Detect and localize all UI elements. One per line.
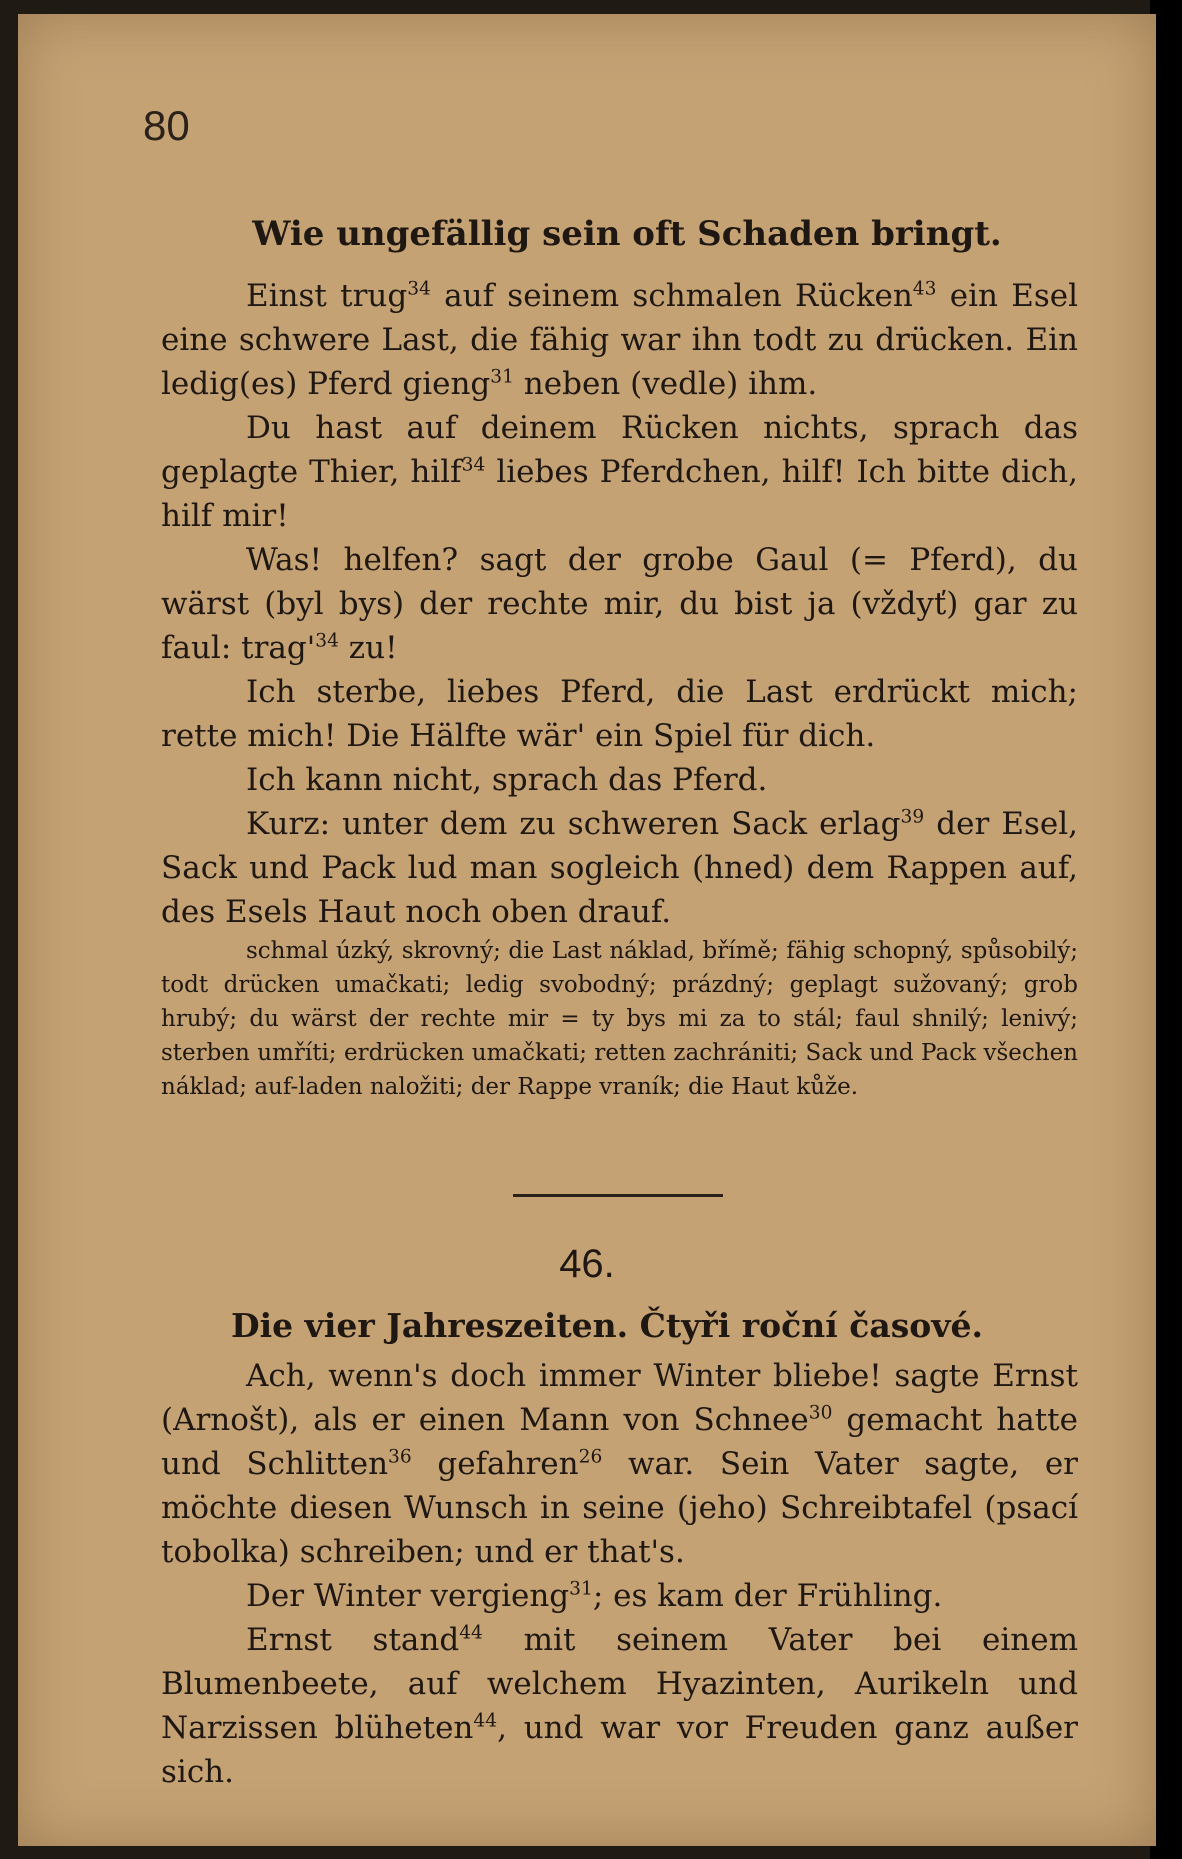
footnote-ref: 34 xyxy=(407,278,431,300)
section-body xyxy=(161,1354,1078,1794)
footnote-ref: 31 xyxy=(569,1578,593,1600)
section-divider xyxy=(513,1194,723,1197)
paragraph: Ich sterbe, liebes Pferd, die Last erdrückt mich; rette mich! Die Hälfte wär' ein Spiel für dich. xyxy=(161,674,1078,754)
vocabulary-glossary: schmal úzký, skrovný; die Last náklad, břímě; fähig schopný, spůsobilý; todt drücken umačkati; ledig svobodný; prázdný; geplagt sužovaný; grob hrubý; du wärst der rechte mir = ty bys mi za to stál; faul shnilý; lenivý; sterben umříti; erdrücken umačkati; retten zachrániti; Sack und Pack všechen náklad; auf-laden naložiti; der Rappe vraník; die Haut kůže. xyxy=(161,938,1078,1100)
paragraph: Der Winter vergieng$^{31}$; es kam der Frühling. xyxy=(246,1578,943,1614)
story-title: Wie ungefällig sein oft Schaden bringt. xyxy=(252,214,1002,254)
section-title: Die vier Jahreszeiten. Čtyři roční časové. xyxy=(231,1306,983,1345)
footnote-ref: 44 xyxy=(473,1710,498,1732)
footnote-ref: 39 xyxy=(900,806,925,828)
footnote-ref: 30 xyxy=(808,1402,833,1424)
footnote-ref: 31 xyxy=(490,366,514,388)
paragraph: Kurz: unter dem zu schweren Sack erlag$^{39}$ der Esel, Sack und Pack lud man sogleich (hned) dem Rappen auf, des Esels Haut noch oben drauf. xyxy=(161,806,1078,930)
book-page xyxy=(18,14,1156,1846)
footnote-ref: 36 xyxy=(388,1446,412,1468)
footnote-ref: 34 xyxy=(461,454,486,476)
paragraph: Ich kann nicht, sprach das Pferd. xyxy=(246,762,768,798)
footnote-ref: 44 xyxy=(459,1622,483,1644)
paragraph: Was! helfen? sagt der grobe Gaul (= Pferd), du wärst (byl bys) der rechte mir, du bist ja (vždyť) gar zu faul: $trag'^{34}$ zu! xyxy=(161,542,1078,666)
footnote-ref: 43 xyxy=(912,278,937,300)
paragraph: Einst trug$^{34}$ auf seinem schmalen Rücken$^{43}$ ein Esel eine schwere Last, die fähig war ihn todt zu drücken. Ein ledig(es) Pferd gieng$^{31}$ neben (vedle) ihm. xyxy=(161,278,1078,402)
footnote-ref: 34 xyxy=(315,630,339,652)
paragraph: Ach, wenn's doch immer Winter bliebe! sagte Ernst (Arnošt), als er einen Mann von Schnee$^{30}$ gemacht hatte und Schlitten$^{36}$ gefahren$^{26}$ war. Sein Vater sagte, er möchte diesen Wunsch in seine (jeho) Schreibtafel (psací tobolka) schreiben; und er that's. xyxy=(161,1358,1078,1570)
paragraph: Du hast auf deinem Rücken nichts, sprach das geplagte Thier, hilf$^{34}$ liebes Pferdchen, hilf! Ich bitte dich, hilf mir! xyxy=(161,410,1078,534)
page-number: 80 xyxy=(143,102,190,149)
paragraph: Ernst stand$^{44}$ mit seinem Vater bei einem Blumenbeete, auf welchem Hyazinten, Aurikeln und Narzissen blüheten$^{44}$, und war vor Freuden ganz außer sich. xyxy=(161,1622,1078,1790)
story-body xyxy=(161,274,1078,934)
footnote-ref: 26 xyxy=(578,1446,603,1468)
section-number: 46. xyxy=(559,1242,615,1286)
